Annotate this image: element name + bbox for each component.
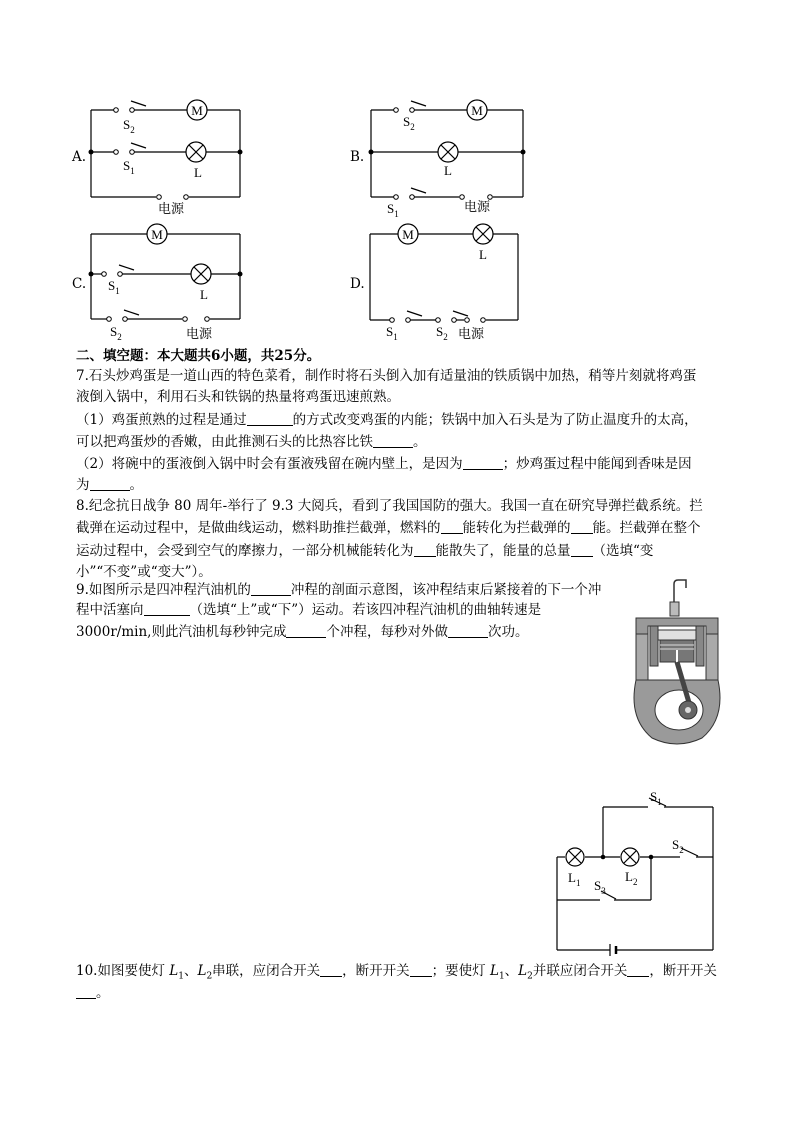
svg-text:L1: $L_1$ <box>568 870 581 888</box>
answer-blank[interactable] <box>373 433 413 448</box>
lamp-icon <box>438 142 458 162</box>
q8-line1: 8.纪念抗日战争 80 周年-举行了 9.3 大阅兵，看到了我国国防的强大。我国一直在研究导弹拦截系统。拦 <box>76 498 703 514</box>
switch-s1-a <box>114 150 119 155</box>
answer-blank[interactable] <box>410 962 432 977</box>
q7-line1: 7.石头炒鸡蛋是一道山西的特色菜肴，制作时将石头倒入加有适量油的铁质锅中加热，稍等片刻就将鸡蛋 <box>76 368 697 384</box>
svg-text:L: L <box>444 163 452 178</box>
section-heading: 二、填空题：本大题共6小题，共25分。 <box>76 348 321 364</box>
svg-text:S1: $S_1$ <box>123 158 135 176</box>
svg-text:L2: $L_2$ <box>625 869 638 887</box>
answer-blank[interactable] <box>414 542 436 557</box>
answer-blank[interactable] <box>90 476 130 491</box>
answer-blank[interactable] <box>251 581 291 596</box>
q7-part1-line1: （1）鸡蛋煎熟的过程是通过 的方式改变鸡蛋的内能；铁锅中加入石头是为了防止温度升的太高， <box>76 412 698 428</box>
answer-blank[interactable] <box>571 519 593 534</box>
answer-blank[interactable] <box>76 984 96 999</box>
lamp-l2-icon <box>621 848 639 866</box>
q8-line3: 运动过程中，会受到空气的摩擦力，一部分机械能转化为 能散失了，能量的总量 （选填“变 <box>76 543 654 559</box>
q10-line1: 10.如图要使灯 $L_1$、$L_2$串联，应闭合开关 ，断开开关 ；要使灯 $L_1$、$L_2$并联应闭合开关 ，断开开关 <box>76 963 717 982</box>
svg-text:L: L <box>200 287 208 302</box>
lamp-icon <box>473 224 493 244</box>
svg-text:M: M <box>191 103 203 118</box>
power-terminal-a <box>157 195 162 200</box>
answer-blank[interactable] <box>286 623 326 638</box>
switch-s2-a <box>114 108 119 113</box>
svg-text:M: M <box>151 227 163 242</box>
motor-icon <box>398 224 418 244</box>
svg-text:S1: $S_1$ <box>650 789 662 807</box>
svg-text:L: L <box>479 247 487 262</box>
q9-line1: 9.如图所示是四冲程汽油机的 冲程的剖面示意图，该冲程结束后紧接着的下一个冲 <box>76 582 602 598</box>
circuit-diagram-q10 <box>550 785 725 960</box>
q9-line3: 3000r/min,则此汽油机每秒钟完成 个冲程，每秒对外做 次功。 <box>76 624 529 640</box>
svg-text:L: L <box>194 165 202 180</box>
engine-cross-section-illustration <box>622 578 732 746</box>
svg-text:S2: $S_2$ <box>123 117 135 135</box>
answer-blank[interactable] <box>463 455 503 470</box>
svg-text:S2: $S_2$ <box>110 324 122 342</box>
answer-blank[interactable] <box>320 962 342 977</box>
circuit-diagram-a <box>88 95 248 220</box>
option-b-label: B. <box>350 149 365 165</box>
circuit-diagram-b <box>368 95 533 220</box>
q10-line2: 。 <box>76 982 110 1004</box>
answer-blank[interactable] <box>441 519 463 534</box>
motor-icon <box>187 100 207 120</box>
svg-text:S1: $S_1$ <box>387 201 399 219</box>
option-a-label: A. <box>72 149 87 165</box>
svg-text:M: M <box>402 227 414 242</box>
svg-text:S2: $S_2$ <box>403 114 415 132</box>
answer-blank[interactable] <box>247 411 293 426</box>
svg-text:电源: 电源 <box>186 326 213 341</box>
answer-blank[interactable] <box>571 542 593 557</box>
circuit-diagram-c <box>88 222 248 347</box>
q7-part2-line1: （2）将碗中的蛋液倒入锅中时会有蛋液残留在碗内壁上，是因为 ；炒鸡蛋过程中能闻到香味是因 <box>76 456 692 472</box>
svg-text:M: M <box>471 103 483 118</box>
q8-line2: 截弹在运动过程中，是做曲线运动，燃料助推拦截弹，燃料的 能转化为拦截弹的 能。拦截弹在整个 <box>76 520 701 536</box>
svg-text:电源: 电源 <box>458 326 485 341</box>
q7-part2-line2: 为 。 <box>76 477 143 493</box>
q7-part1-line2: 可以把鸡蛋炒的香嫩，由此推测石头的比热容比铁 。 <box>76 434 427 450</box>
answer-blank[interactable] <box>144 601 190 616</box>
lamp-icon <box>186 142 206 162</box>
motor-icon <box>467 100 487 120</box>
svg-text:S1: $S_1$ <box>108 278 120 296</box>
svg-text:S2: $S_2$ <box>672 837 684 855</box>
motor-icon <box>147 224 167 244</box>
svg-text:S1: $S_1$ <box>386 324 398 342</box>
svg-text:S3: $S_3$ <box>594 878 606 896</box>
svg-text:电源: 电源 <box>464 199 491 214</box>
answer-blank[interactable] <box>448 623 488 638</box>
lamp-l1-icon <box>566 848 584 866</box>
q8-line4: 小”“不变”或“变大”）。 <box>76 564 212 580</box>
option-d-label: D. <box>350 276 365 292</box>
svg-text:电源: 电源 <box>158 201 185 216</box>
q9-line2: 程中活塞向 （选填“上”或“下”）运动。若该四冲程汽油机的曲轴转速是 <box>76 602 542 618</box>
answer-blank[interactable] <box>627 962 649 977</box>
q7-line2: 液倒入锅中，利用石头和铁锅的热量将鸡蛋迅速煎熟。 <box>76 389 400 405</box>
option-c-label: C. <box>72 276 87 292</box>
circuit-diagram-d <box>368 222 533 347</box>
svg-text:S2: $S_2$ <box>436 324 448 342</box>
lamp-icon <box>191 264 211 284</box>
